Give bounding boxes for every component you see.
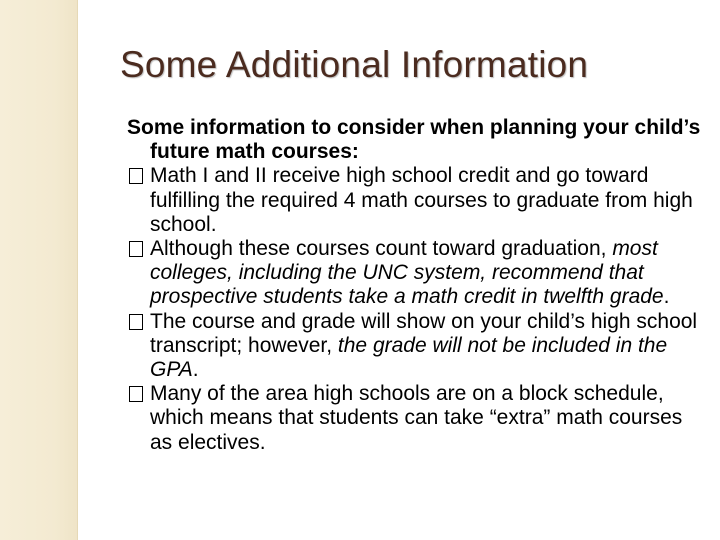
bullet-item bbox=[127, 310, 707, 383]
bullet-text: Math I and II receive high school credit and go toward fulfilling the required 4 math courses to graduate from high school. bbox=[150, 164, 693, 236]
bullet-item bbox=[127, 382, 707, 455]
bullet-text-italic: the grade will not be included in the GPA bbox=[150, 333, 668, 382]
bullet-text-italic: most colleges, including the UNC system, recommend that prospective students take a math credit in twelfth grade bbox=[150, 237, 664, 309]
missing-glyph-box-icon bbox=[129, 168, 143, 184]
missing-glyph-box-icon bbox=[129, 386, 143, 402]
bullet-item bbox=[127, 237, 707, 310]
bullet-item bbox=[127, 164, 707, 237]
bullet-text: Although these courses count toward graduation, bbox=[150, 237, 613, 261]
slide-title: Some Additional Information bbox=[120, 44, 589, 85]
bullet-text: . bbox=[663, 285, 670, 309]
missing-glyph-box-icon bbox=[129, 314, 143, 330]
bullet-text: Many of the area high schools are on a block schedule, which means that students can take “extra” math courses as electives. bbox=[150, 382, 683, 454]
intro-text: Some information to consider when planning your child’s future math courses: bbox=[127, 116, 701, 164]
bullet-list bbox=[127, 164, 707, 454]
bullet-text: The course and grade will show on your child’s high school transcript; however, bbox=[150, 309, 698, 357]
bullet-text: . bbox=[192, 358, 199, 382]
decorative-side-strip bbox=[0, 0, 78, 540]
missing-glyph-box-icon bbox=[129, 241, 143, 257]
slide-body bbox=[127, 116, 707, 455]
